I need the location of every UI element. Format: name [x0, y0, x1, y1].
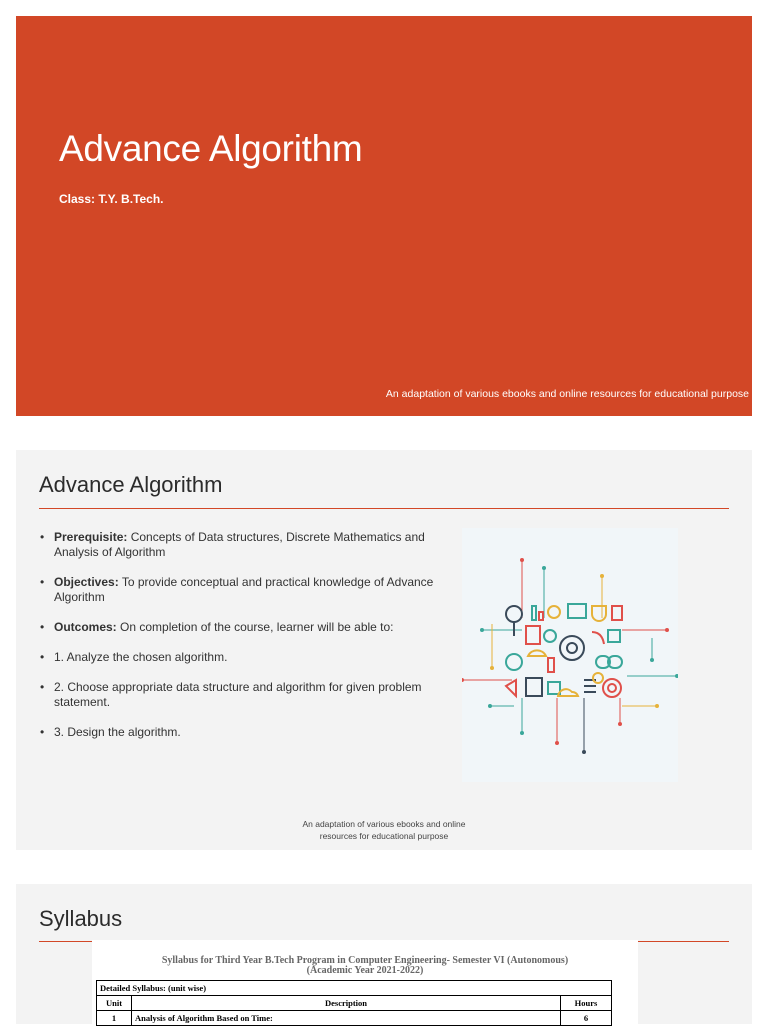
tech-icons-illustration	[462, 528, 678, 782]
class-label: Class: T.Y. B.Tech.	[59, 192, 164, 206]
bullet-item: • Prerequisite: Concepts of Data structures, Discrete Mathematics and Analysis of Algorithm	[40, 530, 425, 559]
title-divider	[39, 508, 729, 509]
table-row	[97, 1011, 612, 1026]
academic-year: (Academic Year 2021-2022)	[306, 965, 424, 976]
table-cell: 6	[561, 1011, 612, 1026]
bullet-item: • 1. Analyze the chosen algorithm.	[40, 650, 228, 664]
column-header: Description	[132, 996, 561, 1011]
syllabus-heading: Syllabus for Third Year B.Tech Program in Computer Engineering- Semester VI (Autonomous)	[161, 955, 569, 966]
bullet-item: • 2. Choose appropriate data structure and algorithm for given problem statement.	[40, 680, 422, 709]
slide-footer: An adaptation of various ebooks and online resources for educational purpose	[385, 388, 749, 400]
slide-footer: An adaptation of various ebooks and online resources for educational purpose	[302, 819, 466, 841]
syllabus-table	[96, 980, 612, 1026]
bullet-item: • Outcomes: On completion of the course, learner will be able to:	[40, 620, 394, 634]
column-header: Unit	[97, 996, 132, 1011]
table-header-row	[97, 996, 612, 1011]
slide-title: Advance Algorithm	[39, 472, 223, 497]
bullet-list	[40, 530, 470, 755]
title-slide	[16, 16, 752, 416]
table-row	[97, 981, 612, 996]
column-header: Hours	[561, 996, 612, 1011]
bullet-item: • Objectives: To provide conceptual and practical knowledge of Advance Algorithm	[40, 575, 434, 604]
syllabus-slide	[16, 884, 752, 1024]
slide-title: Advance Algorithm	[59, 128, 363, 169]
slide-title: Syllabus	[39, 906, 123, 931]
table-cell: Analysis of Algorithm Based on Time:	[132, 1011, 561, 1026]
table-cell: Detailed Syllabus: (unit wise)	[97, 981, 612, 996]
bullet-item: • 3. Design the algorithm.	[40, 725, 181, 739]
syllabus-document	[92, 940, 638, 1030]
course-overview-slide	[16, 450, 752, 850]
table-cell: 1	[97, 1011, 132, 1026]
